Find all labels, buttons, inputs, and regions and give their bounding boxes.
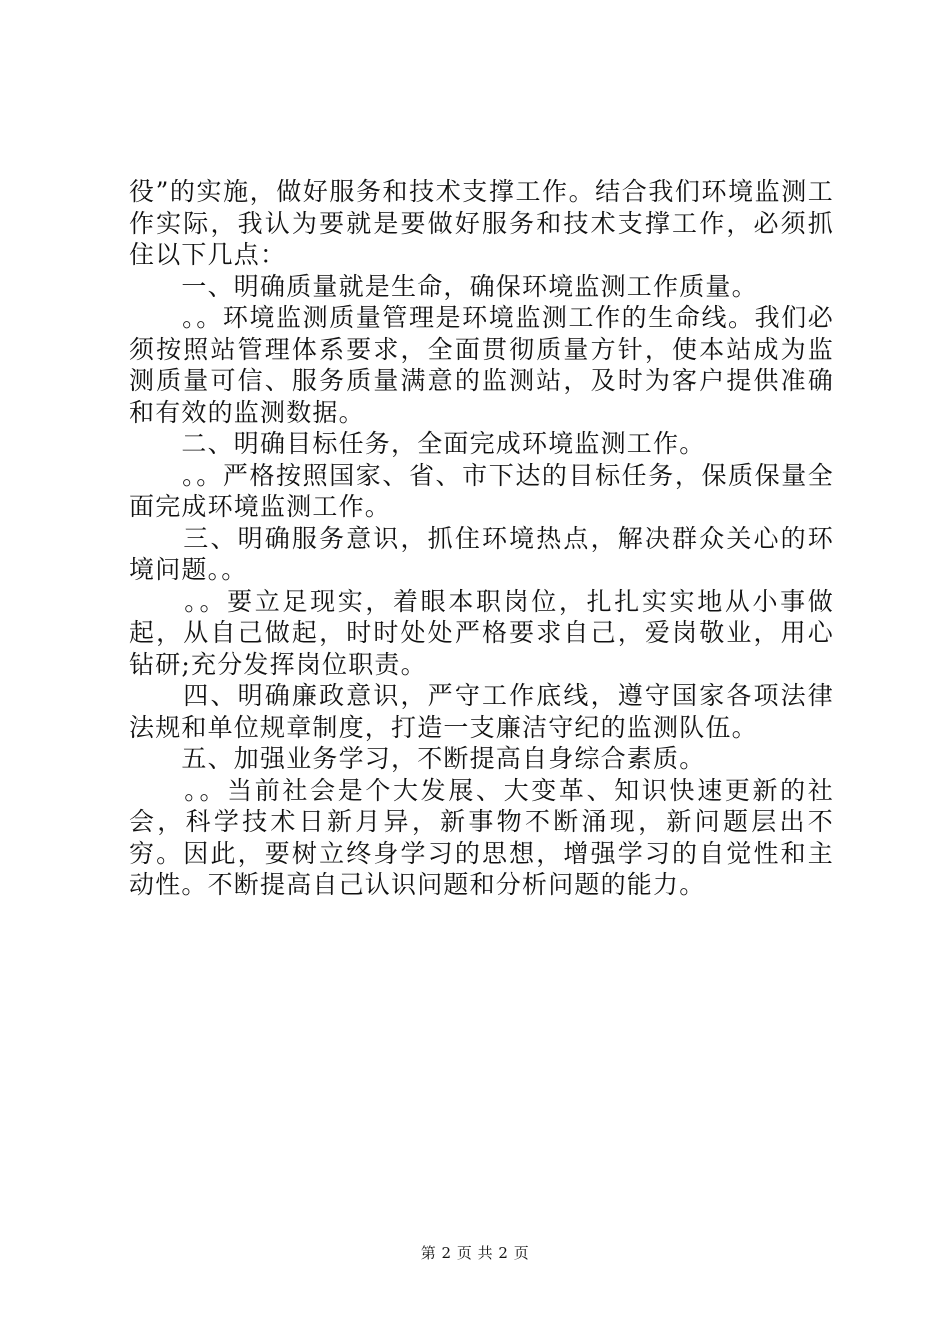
heading-one: 一、明确质量就是生命，确保环境监测工作质量。 xyxy=(129,271,758,301)
document-body xyxy=(129,176,834,901)
heading-four: 四、明确廉政意识，严守工作底线，遵守国家各项法律法规和单位规章制度，打造一支廉洁守纪的监测队伍。 xyxy=(129,681,834,742)
heading-five: 五、加强业务学习，不断提高自身综合素质。 xyxy=(129,744,706,773)
page-number-footer: 第 2 页 共 2 页 xyxy=(420,1244,530,1262)
paragraph-three: 。。要立足现实，着眼本职岗位，扎扎实实地从小事做起，从自己做起，时时处处严格要求自己，爱岗敬业，用心钻研;充分发挥岗位职责。 xyxy=(129,586,834,679)
heading-three: 三、明确服务意识，抓住环境热点，解决群众关心的环境问题。。 xyxy=(129,523,834,584)
heading-two: 二、明确目标任务，全面完成环境监测工作。 xyxy=(129,429,706,458)
paragraph-two: 。。严格按照国家、省、市下达的目标任务，保质保量全面完成环境监测工作。 xyxy=(129,460,834,521)
intro-paragraph: 役”的实施，做好服务和技术支撑工作。结合我们环境监测工作实际，我认为要就是要做好服务和技术支撑工作，必须抓住以下几点： xyxy=(129,177,834,269)
paragraph-five: 。。当前社会是个大发展、大变革、知识快速更新的社会，科学技术日新月异，新事物不断涌现，新问题层出不穷。因此，要树立终身学习的思想，增强学习的自觉性和主动性。不断提高自己认识问题和分析问题的能力。 xyxy=(129,775,834,899)
paragraph-one: 。。环境监测质量管理是环境监测工作的生命线。我们必须按照站管理体系要求，全面贯彻质量方针，使本站成为监测质量可信、服务质量满意的监测站，及时为客户提供准确和有效的监测数据。 xyxy=(129,303,834,427)
